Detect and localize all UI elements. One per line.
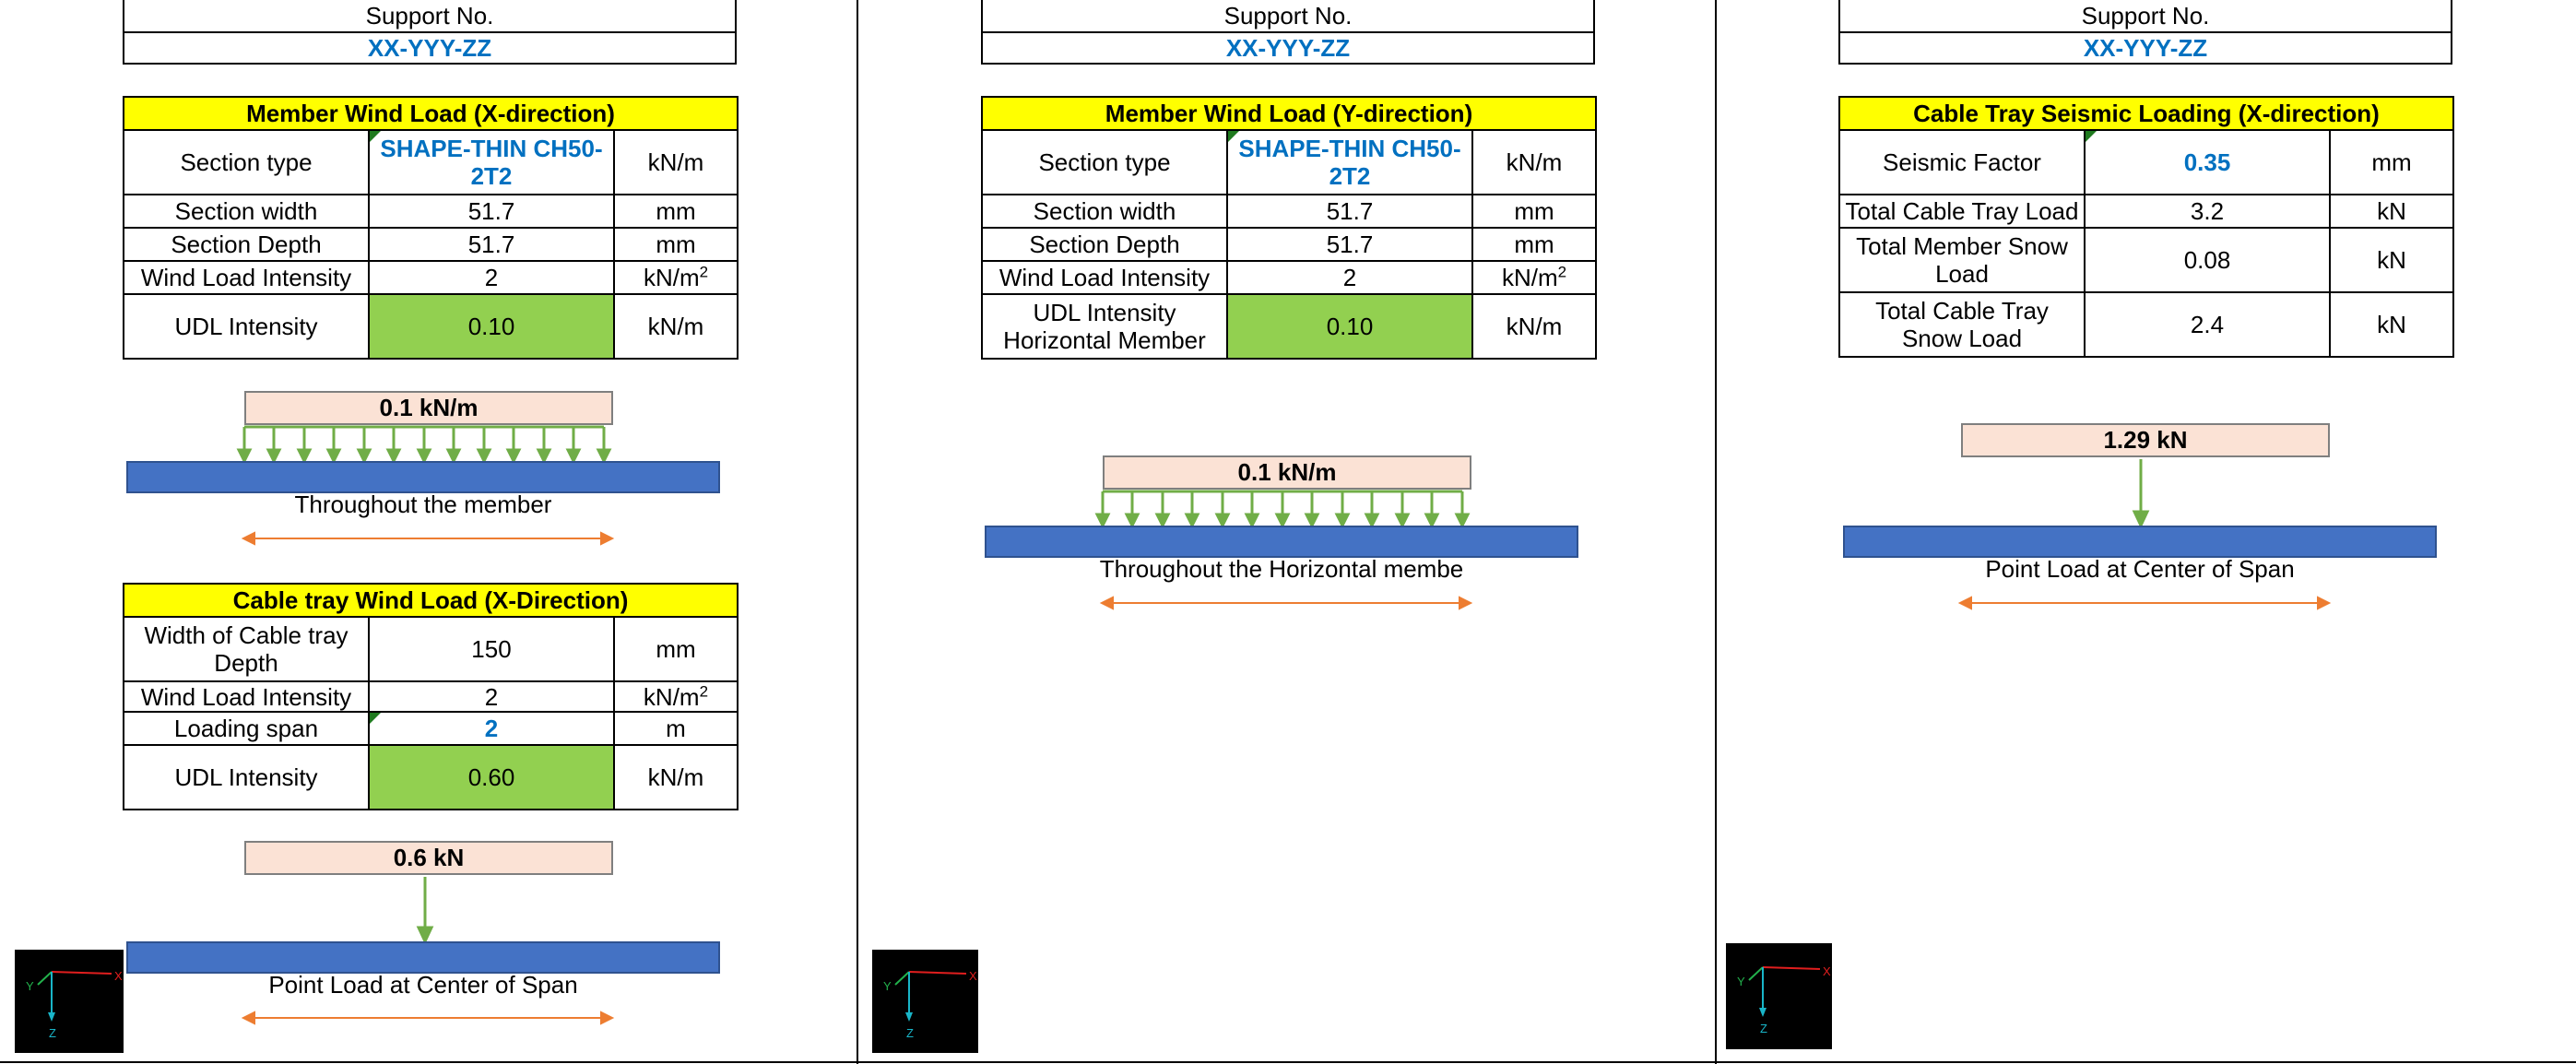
row-label: Seismic Factor [1839, 130, 2085, 195]
table-title: Member Wind Load (Y-direction) [982, 97, 1596, 130]
unit-text: kN/m [643, 682, 700, 711]
point-arrow [2134, 459, 2147, 526]
load-label: 0.6 kN [244, 841, 613, 875]
tray-snow-load-value[interactable]: 2.4 [2085, 292, 2330, 357]
section-depth-value[interactable]: 51.7 [1227, 228, 1472, 261]
axis-z-label: Z [906, 1026, 914, 1040]
member-beam [1843, 526, 2437, 558]
diagram-caption: Point Load at Center of Span [268, 971, 578, 999]
row-label: Section width [124, 195, 369, 228]
tray-depth-value[interactable]: 150 [369, 617, 614, 681]
support-label: Support No. [1839, 0, 2452, 32]
row-unit: kN [2330, 195, 2453, 228]
table-title: Cable tray Wind Load (X-Direction) [124, 584, 738, 617]
row-unit: mm [614, 617, 738, 681]
axis-triad-graphic [1726, 943, 1832, 1049]
row-label: UDL Intensity Horizontal Member [982, 294, 1227, 359]
diagram-caption: Throughout the Horizontal membe [1099, 555, 1464, 583]
section-depth-value[interactable]: 51.7 [369, 228, 614, 261]
total-tray-load-value[interactable]: 3.2 [2085, 195, 2330, 228]
unit-exponent: 2 [699, 263, 709, 281]
table-title: Member Wind Load (X-direction) [124, 97, 738, 130]
wind-intensity-value[interactable]: 2 [369, 681, 614, 712]
row-unit: mm [614, 228, 738, 261]
row-label: UDL Intensity [124, 745, 369, 810]
row-unit: mm [1472, 195, 1596, 228]
table-title: Cable Tray Seismic Loading (X-direction) [1839, 97, 2453, 130]
loading-span-value[interactable]: 2 [369, 712, 614, 745]
row-label: Section type [124, 130, 369, 195]
diagram-caption: Point Load at Center of Span [1985, 555, 2295, 583]
row-label: Total Cable Tray Snow Load [1839, 292, 2085, 357]
axis-x-label: X [1823, 964, 1831, 978]
row-unit: kN/m [1472, 130, 1596, 195]
row-label: Section Depth [124, 228, 369, 261]
udl-result-value[interactable]: 0.60 [369, 745, 614, 810]
axis-z-label: Z [1760, 1022, 1767, 1035]
row-unit: mm [614, 195, 738, 228]
support-value[interactable]: XX-YYY-ZZ [124, 32, 736, 64]
row-unit: kN/m [614, 294, 738, 359]
row-unit: kN/m [614, 745, 738, 810]
udl-result-value[interactable]: 0.10 [369, 294, 614, 359]
axis-x-label: X [969, 969, 977, 983]
row-unit: kN [2330, 228, 2453, 292]
axis-y-label: Y [883, 979, 892, 993]
unit-text: kN/m [643, 264, 700, 291]
row-unit: kN [2330, 292, 2453, 357]
row-unit: mm [1472, 228, 1596, 261]
section-type-value[interactable]: SHAPE-THIN CH50-2T2 [1227, 130, 1472, 195]
span-dimension-arrow [1960, 597, 2329, 609]
member-snow-load-value[interactable]: 0.08 [2085, 228, 2330, 292]
row-label: Loading span [124, 712, 369, 745]
row-label: UDL Intensity [124, 294, 369, 359]
row-label: Section width [982, 195, 1227, 228]
axis-y-label: Y [1737, 975, 1745, 988]
support-label: Support No. [982, 0, 1594, 32]
row-label: Total Member Snow Load [1839, 228, 2085, 292]
row-label: Total Cable Tray Load [1839, 195, 2085, 228]
row-label: Wind Load Intensity [124, 261, 369, 294]
row-label: Section Depth [982, 228, 1227, 261]
axis-triad-icon [1726, 943, 1832, 1049]
row-unit: kN/m [614, 130, 738, 195]
support-label: Support No. [124, 0, 736, 32]
section-width-value[interactable]: 51.7 [1227, 195, 1472, 228]
diagram-caption: Throughout the member [294, 491, 552, 518]
load-label: 0.1 kN/m [1103, 455, 1471, 490]
section-width-value[interactable]: 51.7 [369, 195, 614, 228]
support-value[interactable]: XX-YYY-ZZ [982, 32, 1594, 64]
row-label: Wind Load Intensity [982, 261, 1227, 294]
unit-exponent: 2 [1557, 263, 1567, 281]
load-label: 1.29 kN [1961, 423, 2330, 457]
udl-result-value[interactable]: 0.10 [1227, 294, 1472, 359]
axis-x-label: X [114, 969, 123, 983]
row-label: Wind Load Intensity [124, 681, 369, 712]
axis-y-label: Y [26, 979, 34, 993]
wind-intensity-value[interactable]: 2 [369, 261, 614, 294]
axis-z-label: Z [49, 1026, 56, 1040]
wind-intensity-value[interactable]: 2 [1227, 261, 1472, 294]
unit-exponent: 2 [699, 681, 709, 700]
load-label: 0.1 kN/m [244, 391, 613, 425]
row-unit: m [614, 712, 738, 745]
section-type-value[interactable]: SHAPE-THIN CH50-2T2 [369, 130, 614, 195]
seismic-factor-value[interactable]: 0.35 [2085, 130, 2330, 195]
row-unit: kN/m [1472, 294, 1596, 359]
unit-text: kN/m [1501, 264, 1558, 291]
row-label: Width of Cable tray Depth [124, 617, 369, 681]
row-label: Section type [982, 130, 1227, 195]
support-value[interactable]: XX-YYY-ZZ [1839, 32, 2452, 64]
row-unit: mm [2330, 130, 2453, 195]
